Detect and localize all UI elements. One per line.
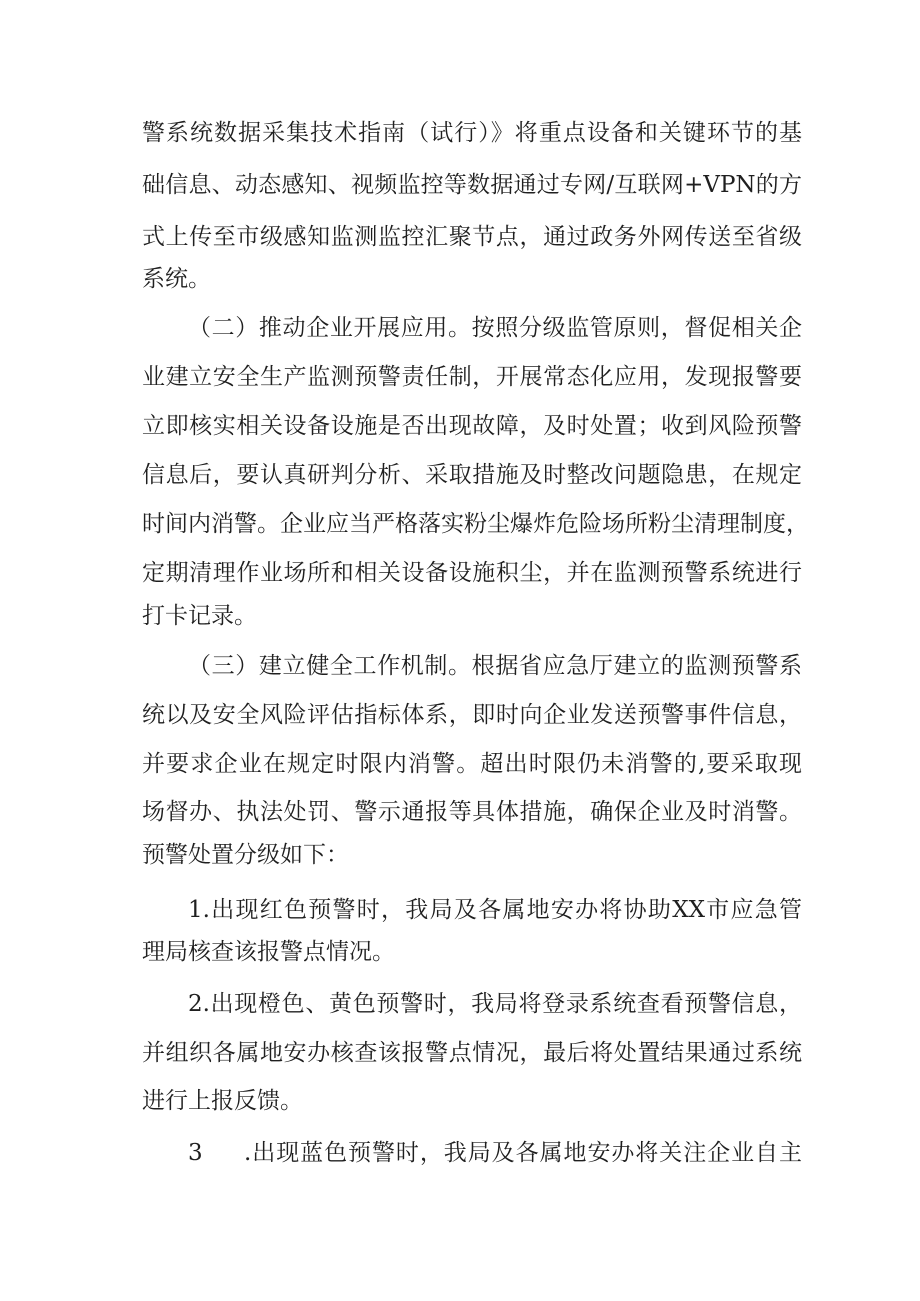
text-line: 2.出现橙色、黄色预警时，我局将登录系统查看预警信息， xyxy=(188,991,802,1017)
text-line: 信息后，要认真研判分析、采取措施及时整改问题隐患，在规定 xyxy=(142,462,802,488)
text-line: 进行上报反馈。 xyxy=(142,1088,303,1114)
text-line: .出现蓝色预警时，我局及各属地安办将关注企业自主 xyxy=(244,1140,802,1166)
text-line: 式上传至市级感知监测监控汇聚节点，通过政务外网传送至省级 xyxy=(142,224,802,250)
text-line: 预警处置分级如下： xyxy=(142,842,349,868)
text-line: 打卡记录。 xyxy=(142,603,257,629)
text-line: 并组织各属地安办核查该报警点情况，最后将处置结果通过系统 xyxy=(142,1040,802,1066)
text-line: （三）建立健全工作机制。根据省应急厅建立的监测预警系 xyxy=(188,653,802,679)
text-line: 统以及安全风险评估指标体系，即时向企业发送预警事件信息， xyxy=(142,702,802,728)
text-line: 理局核查该报警点情况。 xyxy=(142,939,395,965)
text-line: 础信息、动态感知、视频监控等数据通过专网/互联网+VPN的方 xyxy=(142,172,802,198)
text-line: 时间内消警。企业应当严格落实粉尘爆炸危险场所粉尘清理制度， xyxy=(142,511,809,537)
text-line: （二）推动企业开展应用。按照分级监管原则，督促相关企 xyxy=(188,315,802,341)
text-line: 定期清理作业场所和相关设备设施积尘，并在监测预警系统进行 xyxy=(142,560,802,586)
list-item-number: 3 xyxy=(188,1140,203,1166)
text-line: 场督办、执法处罚、警示通报等具体措施，确保企业及时消警。 xyxy=(142,799,802,825)
text-line: 1.出现红色预警时，我局及各属地安办将协助XX市应急管 xyxy=(188,897,802,923)
text-line: 立即核实相关设备设施是否出现故障，及时处置；收到风险预警 xyxy=(142,413,802,439)
text-line: 并要求企业在规定时限内消警。超出时限仍未消警的,要采取现 xyxy=(142,751,802,777)
text-line: 警系统数据采集技术指南（试行）》将重点设备和关键环节的基 xyxy=(142,120,802,146)
text-line: 系统。 xyxy=(142,266,211,292)
text-line: 业建立安全生产监测预警责任制，开展常态化应用，发现报警要 xyxy=(142,364,802,390)
